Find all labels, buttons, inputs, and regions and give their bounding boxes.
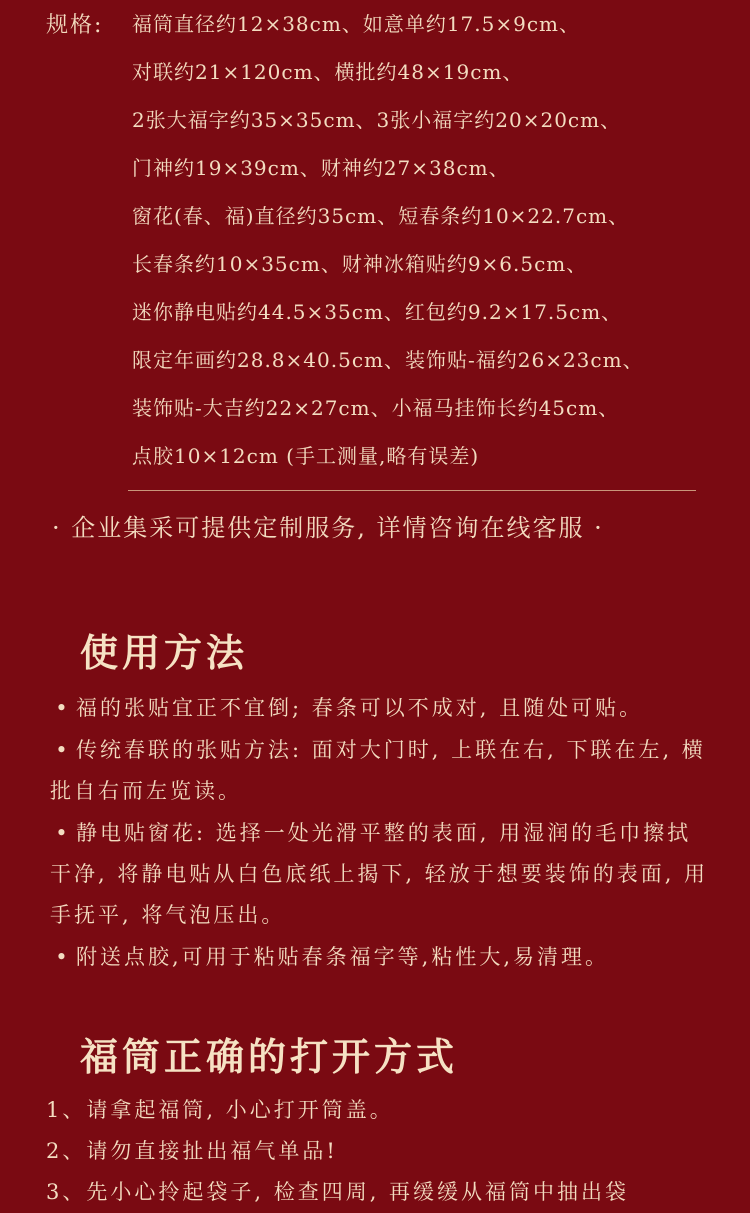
divider (128, 490, 696, 491)
spec-line: 门神约19×39cm、财神约27×38cm、 (132, 156, 510, 180)
spec-line: 限定年画约28.8×40.5cm、装饰贴-福约26×23cm、 (132, 348, 644, 372)
bullet-icon: • (55, 821, 71, 845)
spec-line: 福筒直径约12×38cm、如意单约17.5×9cm、 (132, 12, 581, 36)
usage-item: • 传统春联的张贴方法: 面对大门时, 上联在右, 下联在左, 横批自右而左览读。 (50, 730, 710, 812)
bullet-icon: • (55, 696, 71, 720)
usage-item: • 福的张贴宜正不宜倒; 春条可以不成对, 且随处可贴。 (50, 688, 710, 729)
usage-title: 使用方法 (80, 630, 249, 675)
usage-item: • 附送点胶,可用于粘贴春条福字等,粘性大,易清理。 (50, 937, 710, 978)
bullet-icon: • (55, 738, 71, 762)
spec-line: 窗花(春、福)直径约35cm、短春条约10×22.7cm、 (132, 204, 630, 228)
custom-service-notice: · 企业集采可提供定制服务, 详情咨询在线客服 · (52, 514, 604, 542)
bullet-icon: • (55, 945, 71, 969)
open-step: 2、请勿直接扯出福气单品! (46, 1139, 338, 1163)
spec-line: 长春条约10×35cm、财神冰箱贴约9×6.5cm、 (132, 252, 588, 276)
specs-list (132, 8, 732, 488)
spec-line: 装饰贴-大吉约22×27cm、小福马挂饰长约45cm、 (132, 396, 620, 420)
spec-line: 点胶10×12cm (手工测量,略有误差) (132, 444, 480, 468)
usage-list (50, 688, 710, 979)
usage-item: • 静电贴窗花: 选择一处光滑平整的表面, 用湿润的毛巾擦拭干净, 将静电贴从白色底纸上揭下, 轻放于想要装饰的表面, 用手抚平, 将气泡压出。 (50, 813, 710, 936)
spec-line: 对联约21×120cm、横批约48×19cm、 (132, 60, 524, 84)
open-method-list (46, 1090, 726, 1213)
spec-line: 2张大福字约35×35cm、3张小福字约20×20cm、 (132, 108, 622, 132)
open-step: 1、请拿起福筒, 小心打开筒盖。 (46, 1098, 394, 1122)
specs-label: 规格: (46, 13, 104, 38)
open-step: 3、先小心拎起袋子, 检查四周, 再缓缓从福筒中抽出袋 (46, 1180, 630, 1204)
spec-line: 迷你静电贴约44.5×35cm、红包约9.2×17.5cm、 (132, 300, 623, 324)
open-method-title: 福筒正确的打开方式 (80, 1034, 459, 1079)
